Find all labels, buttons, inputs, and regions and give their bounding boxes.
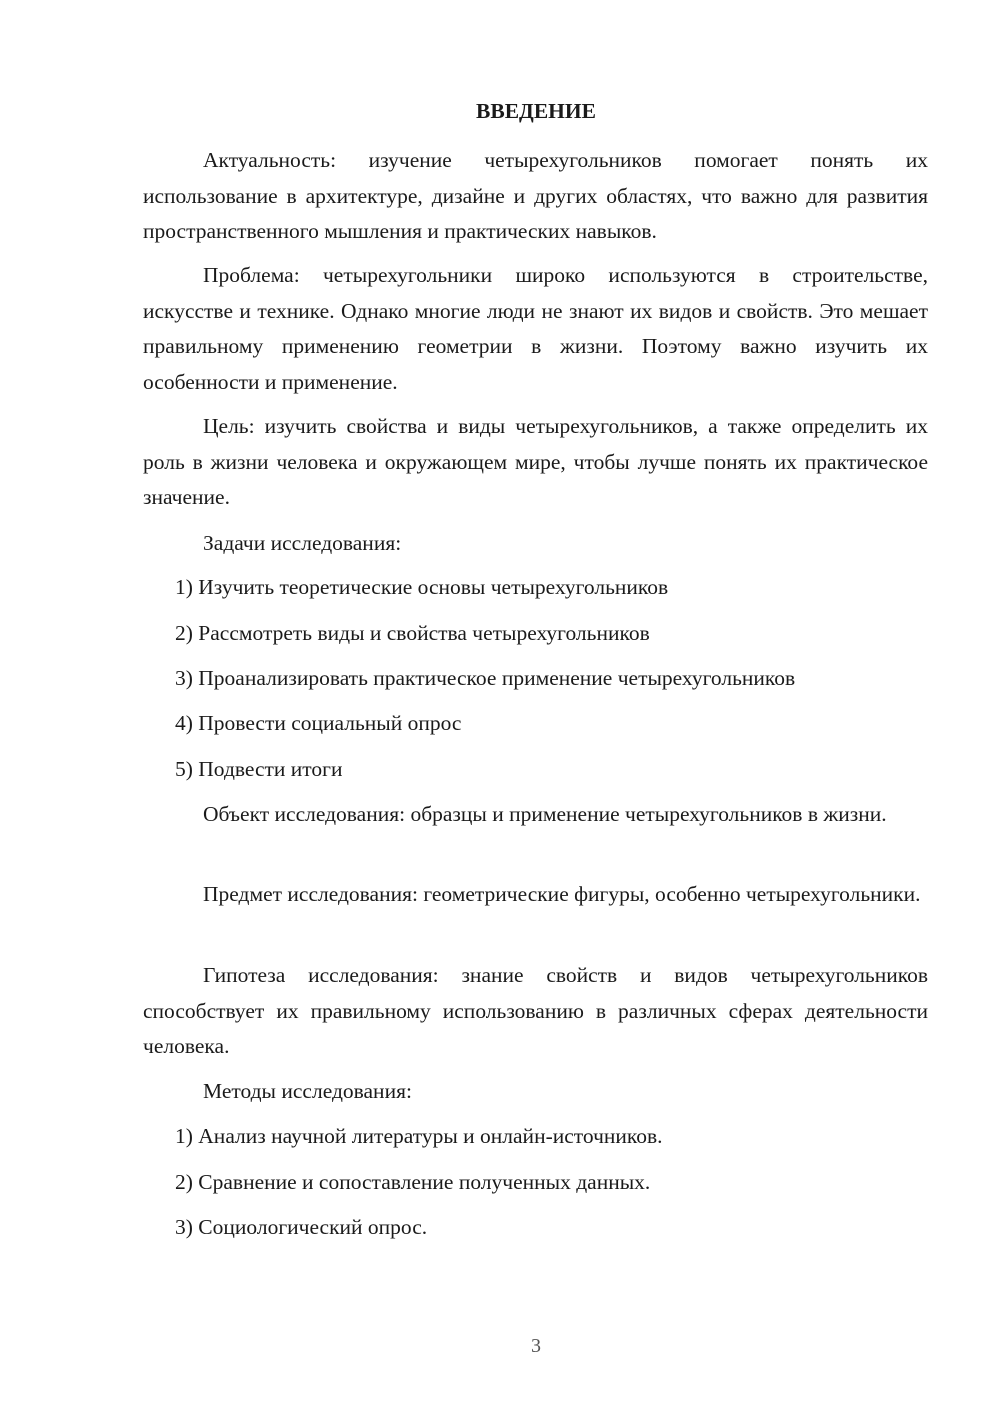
hypothesis-paragraph: Гипотеза исследования: знание свойств и видов четырехугольников способствует их правильному использованию в различных сферах деятельности человека. [143, 963, 928, 1058]
methods-heading: Методы исследования: [203, 1079, 412, 1103]
task-item: 2) Рассмотреть виды и свойства четырехугольников [175, 621, 650, 645]
task-item: 3) Проанализировать практическое применение четырехугольников [175, 666, 796, 690]
object-paragraph: Объект исследования: образцы и применение четырехугольников в жизни. [203, 802, 887, 826]
problem-paragraph: Проблема: четырехугольники широко используются в строительстве, искусстве и технике. Однако многие люди не знают их видов и свойств. Это мешает правильному применению геометрии в жизни. Поэтому важно изучить их особенности и применение. [143, 263, 928, 394]
subject-paragraph: Предмет исследования: геометрические фигуры, особенно четырехугольники. [203, 882, 921, 906]
task-item: 4) Провести социальный опрос [175, 711, 462, 735]
task-item: 1) Изучить теоретические основы четырехугольников [175, 575, 669, 599]
page-number: 3 [531, 1335, 541, 1357]
section-title: ВВЕДЕНИЕ [476, 99, 596, 123]
goal-paragraph: Цель: изучить свойства и виды четырехугольников, а также определить их роль в жизни человека и окружающем мире, чтобы лучше понять их практическое значение. [143, 414, 928, 509]
method-item: 1) Анализ научной литературы и онлайн-источников. [175, 1124, 663, 1148]
tasks-heading: Задачи исследования: [203, 531, 402, 555]
method-item: 3) Социологический опрос. [175, 1215, 428, 1239]
task-item: 5) Подвести итоги [175, 757, 343, 781]
method-item: 2) Сравнение и сопоставление полученных данных. [175, 1170, 651, 1194]
relevance-paragraph: Актуальность: изучение четырехугольников помогает понять их использование в архитектуре, дизайне и других областях, что важно для развития пространственного мышления и практических навыков. [143, 148, 928, 243]
